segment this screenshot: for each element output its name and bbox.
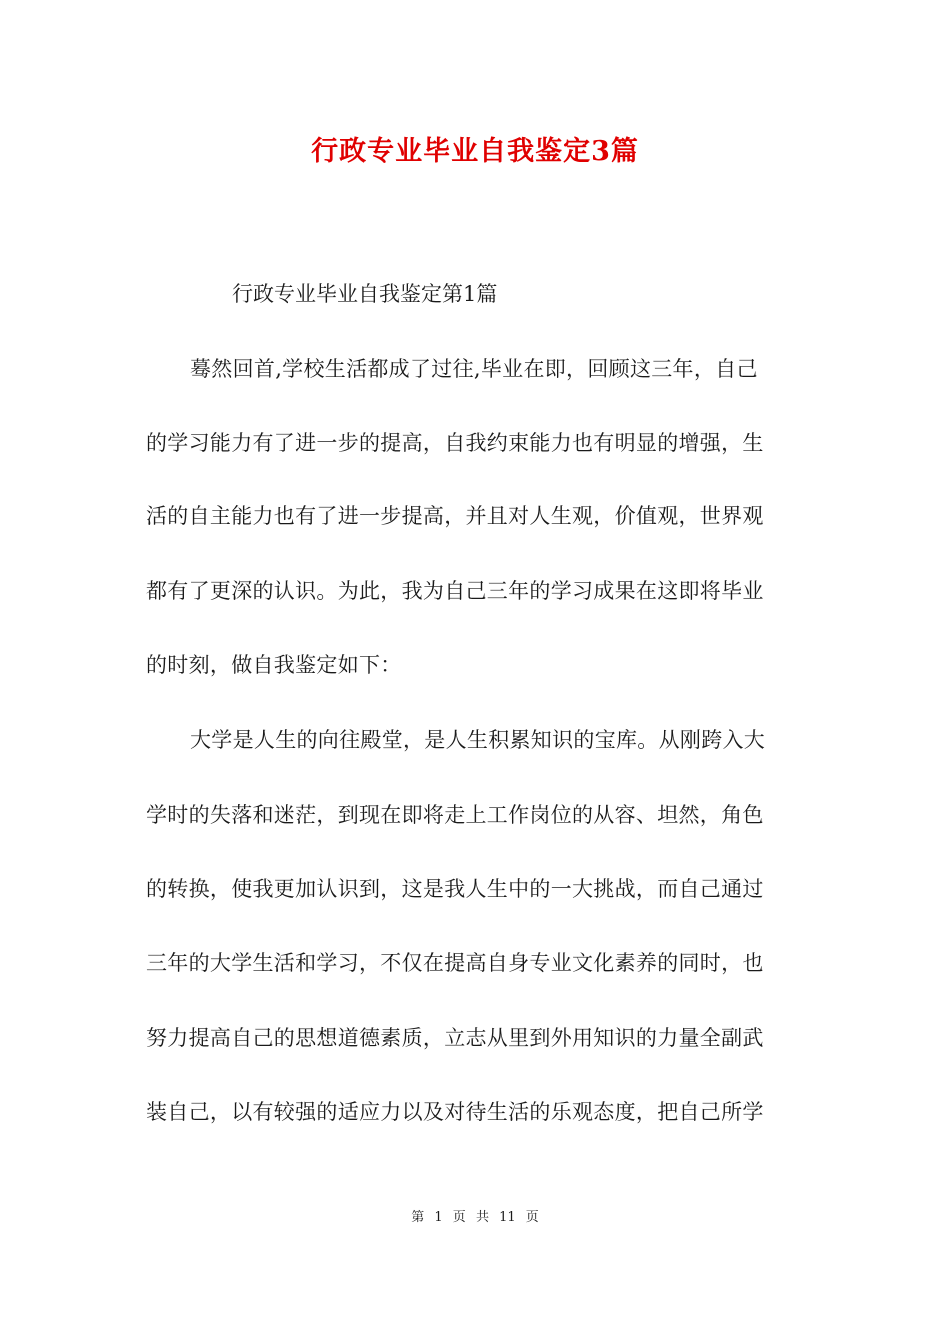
page-footer xyxy=(0,1206,950,1230)
paragraph-line: 三年的大学生活和学习，不仅在提高自身专业文化素养的同时，也 xyxy=(146,951,764,975)
footer-current-page: 1 xyxy=(434,1210,443,1225)
paragraph-line: 的学习能力有了进一步的提高，自我约束能力也有明显的增强，生 xyxy=(146,431,764,455)
paragraph-line: 学时的失落和迷茫，到现在即将走上工作岗位的从容、坦然，角色 xyxy=(146,803,764,827)
page-title: 行政专业毕业自我鉴定3篇 xyxy=(311,136,639,167)
footer-total-pages: 11 xyxy=(499,1210,516,1225)
paragraph-line: 活的自主能力也有了进一步提高，并且对人生观，价值观，世界观 xyxy=(146,504,764,528)
paragraph-line: 蓦然回首,学校生活都成了过往,毕业在即，回顾这三年，自己 xyxy=(190,357,758,381)
paragraph-line: 装自己，以有较强的适应力以及对待生活的乐观态度，把自己所学 xyxy=(146,1100,764,1124)
paragraph-line: 都有了更深的认识。为此，我为自己三年的学习成果在这即将毕业 xyxy=(146,579,764,603)
footer-prefix: 第 xyxy=(411,1210,425,1225)
paragraph-line: 的转换，使我更加认识到，这是我人生中的一大挑战，而自己通过 xyxy=(146,877,764,901)
section-heading: 行政专业毕业自我鉴定第1篇 xyxy=(232,282,498,306)
paragraph-line: 的时刻，做自我鉴定如下： xyxy=(146,653,402,677)
paragraph-line: 努力提高自己的思想道德素质，立志从里到外用知识的力量全副武 xyxy=(146,1026,764,1050)
paragraph-line: 大学是人生的向往殿堂，是人生积累知识的宝库。从刚跨入大 xyxy=(190,728,766,752)
footer-suffix: 页 xyxy=(525,1210,539,1225)
footer-total-word: 共 xyxy=(475,1210,489,1225)
footer-page-word: 页 xyxy=(452,1210,466,1225)
